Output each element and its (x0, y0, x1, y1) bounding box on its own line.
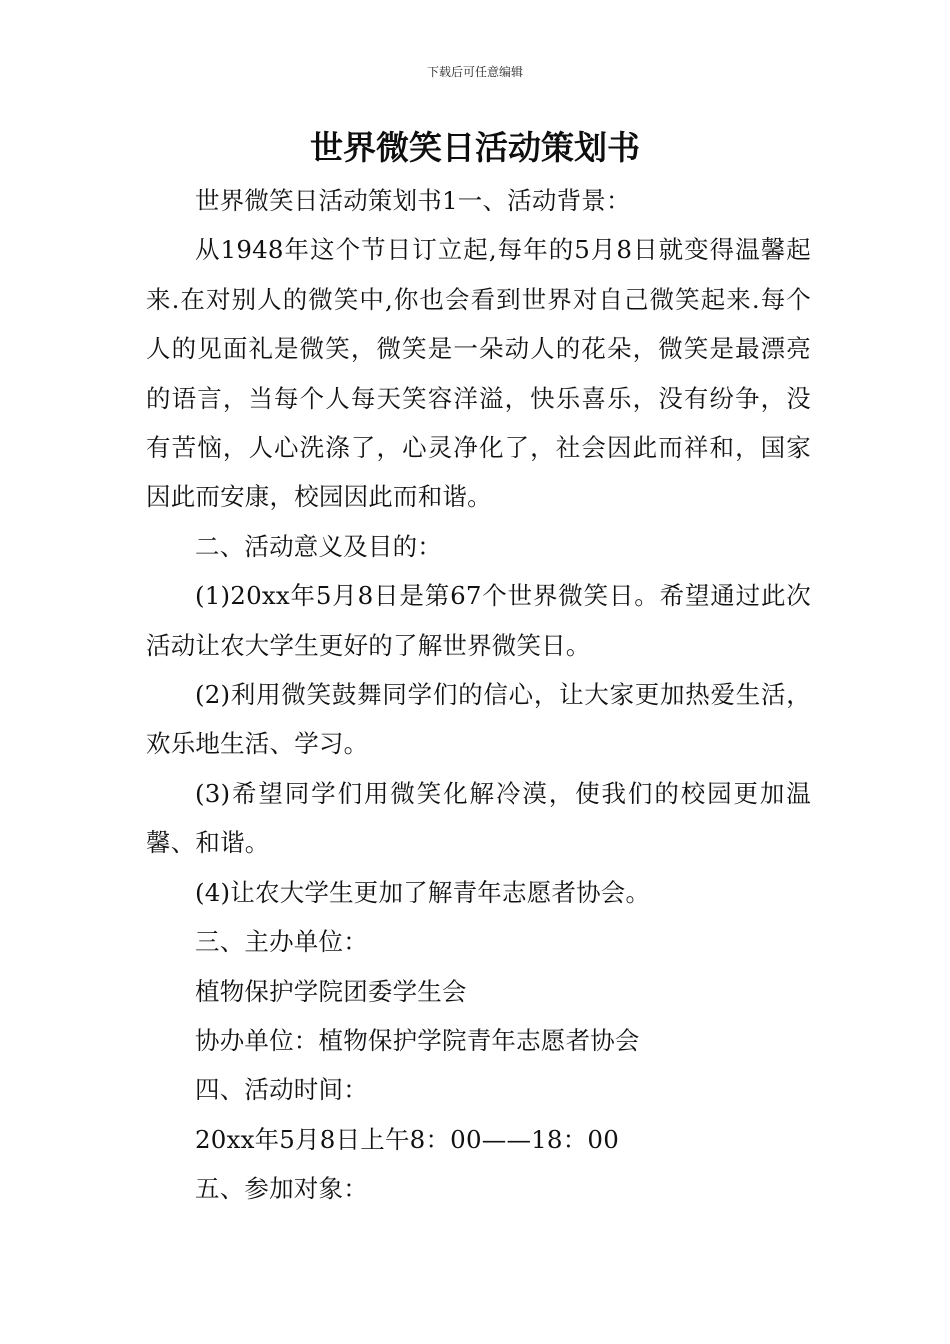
paragraph-purpose-3: (3)希望同学们用微笑化解冷漠，使我们的校园更加温馨、和谐。 (146, 778, 811, 858)
header-note: 下载后可任意编辑 (426, 65, 523, 79)
paragraph-purpose-2: (2)利用微笑鼓舞同学们的信心，让大家更加热爱生活，欢乐地生活、学习。 (146, 680, 811, 759)
paragraph-purpose-4: (4)让农大学生更加了解青年志愿者协会。 (195, 877, 651, 907)
paragraph-organizer-heading: 三、主办单位： (195, 927, 368, 957)
paragraph-participants-heading: 五、参加对象： (195, 1174, 368, 1204)
paragraph-background-text: 从1948年这个节日订立起,每年的5月8日就变得温馨起来.在对别人的微笑中,你也会看到世界对自己微笑起来.每个人的见面礼是微笑，微笑是一朵动人的花朵，微笑是最漂亮的语言，当每个人每天笑容洋溢，快乐喜乐，没有纷争，没有苦恼，人心洗涤了，心灵净化了，社会因此而祥和，国家因此而安康，校园因此而和谐。 (146, 235, 811, 512)
paragraph-co-organizer: 协办单位：植物保护学院青年志愿者协会 (195, 1025, 640, 1055)
document-body (146, 176, 811, 1214)
paragraph-time-heading: 四、活动时间： (195, 1075, 368, 1105)
paragraph-purpose-heading: 二、活动意义及目的： (195, 531, 442, 561)
paragraph-background-heading: 世界微笑日活动策划书1一、活动背景： (195, 186, 631, 215)
paragraph-purpose-1: (1)20xx年5月8日是第67个世界微笑日。希望通过此次活动让农大学生更好的了解世界微笑日。 (146, 581, 811, 660)
document-title: 世界微笑日活动策划书 (310, 128, 640, 167)
paragraph-organizer: 植物保护学院团委学生会 (195, 976, 467, 1006)
paragraph-time: 20xx年5月8日上午8：00——18：00 (195, 1124, 619, 1154)
